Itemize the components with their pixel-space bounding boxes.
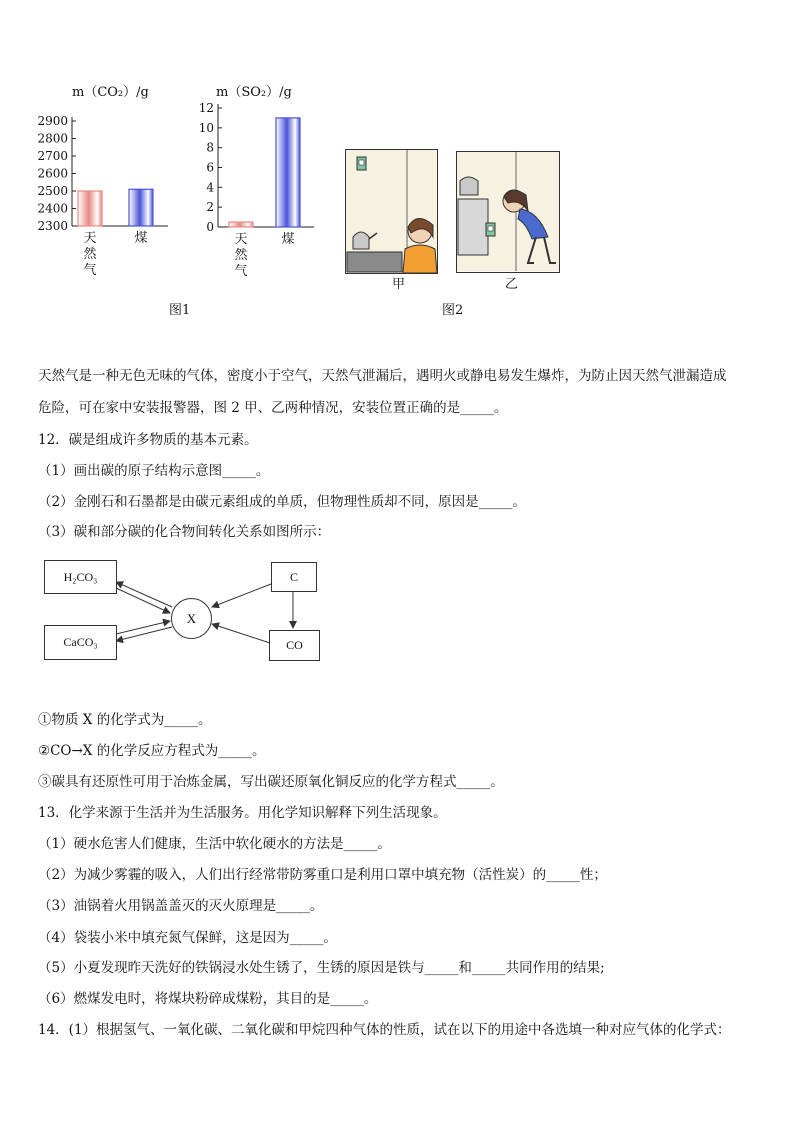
question-12-title: 12．碳是组成许多物质的基本元素。 [38, 432, 258, 448]
text-line: ②CO→X 的化学反应方程式为_____。 [38, 743, 266, 759]
question-13-title: 13．化学来源于生活并为生活服务。用化学知识解释下列生活现象。 [38, 805, 447, 821]
text-line: （4）袋装小米中填充氮气保鲜，这是因为_____。 [38, 930, 337, 946]
category-label: 天 [234, 232, 248, 247]
y-tick-label: 2 [206, 200, 214, 215]
fig2-caption: 图2 [442, 303, 464, 318]
text-line: （2）为减少雾霾的吸入，人们出行经常带防雾重口是利用口罩中填充物（活性炭）的_____性； [38, 867, 607, 883]
category-label: 煤 [281, 232, 295, 247]
y-tick-label: 4 [206, 180, 214, 195]
text-line: ③碳具有还原性可用于冶炼金属，写出碳还原氧化铜反应的化学方程式_____。 [38, 774, 504, 790]
chart2-title: m（SO₂）/g [216, 85, 292, 100]
category-label: 煤 [134, 231, 148, 246]
y-tick-label: 0 [206, 220, 214, 234]
text-line: （1）画出碳的原子结构示意图_____。 [38, 463, 270, 479]
y-tick-label: 2400 [37, 201, 68, 216]
illustration-yi [456, 151, 560, 273]
node-c: C [271, 562, 317, 592]
text-line: 天然气是一种无色无味的气体，密度小于空气，天然气泄漏后，遇明火或静电易发生爆炸，为防止因天然气泄漏造成 [38, 368, 727, 384]
so2-bar-chart [180, 100, 320, 290]
text-line: （3）油锅着火用锅盖盖灭的灭火原理是_____。 [38, 898, 324, 914]
y-tick-label: 8 [206, 140, 214, 155]
y-tick-label: 2700 [37, 149, 68, 163]
category-label: 气 [234, 264, 248, 279]
category-label: 然 [83, 247, 97, 262]
text-line: （2）金刚石和石墨都是由碳元素组成的单质，但物理性质却不同，原因是_____。 [38, 494, 526, 510]
bar-natural-gas [78, 191, 102, 226]
category-label: 天 [83, 231, 97, 246]
y-tick-label: 10 [198, 120, 214, 135]
y-tick-label: 2900 [37, 114, 68, 128]
text-line: （5）小夏发现昨天洗好的铁锅浸水处生锈了，生锈的原因是铁与_____和_____共同作用的结果; [38, 960, 605, 976]
y-tick-label: 2300 [37, 219, 68, 233]
bar-coal [129, 189, 153, 226]
node-x: X [171, 598, 212, 639]
y-tick-label: 12 [198, 101, 214, 115]
y-tick-label: 2800 [37, 131, 68, 146]
category-label: 气 [83, 263, 97, 278]
jia-label: 甲 [392, 277, 406, 292]
node-h2co3: H₂CO₃ [44, 560, 117, 594]
bar-natural-gas [229, 222, 253, 227]
node-caco3: CaCO₃ [44, 625, 117, 660]
text-line: （6）燃煤发电时，将煤块粉碎成煤粉，其目的是_____。 [38, 991, 378, 1007]
bar-coal [276, 118, 300, 227]
question-14-title: 14．(1）根据氢气、一氧化碳、二氧化碳和甲烷四种气体的性质，试在以下的用途中各选填一种对应气体的化学式： [38, 1022, 731, 1038]
category-label: 然 [234, 248, 248, 263]
illustration-jia [345, 149, 438, 274]
yi-label: 乙 [505, 277, 519, 292]
chart1-title: m（CO₂）/g [72, 85, 149, 100]
fig1-caption: 图1 [169, 303, 191, 318]
co2-bar-chart [30, 100, 180, 290]
text-line: （1）硬水危害人们健康，生活中软化硬水的方法是_____。 [38, 836, 391, 852]
node-co: CO [269, 630, 320, 661]
y-tick-label: 2500 [37, 184, 68, 198]
text-line: 危险，可在家中安装报警器，图 2 甲、乙两种情况，安装位置正确的是_____。 [38, 400, 508, 416]
y-tick-label: 2600 [37, 166, 68, 181]
y-tick-label: 6 [206, 160, 214, 175]
text-line: ①物质 X 的化学式为_____。 [38, 712, 212, 728]
text-line: （3）碳和部分碳的化合物间转化关系如图所示： [38, 524, 331, 540]
